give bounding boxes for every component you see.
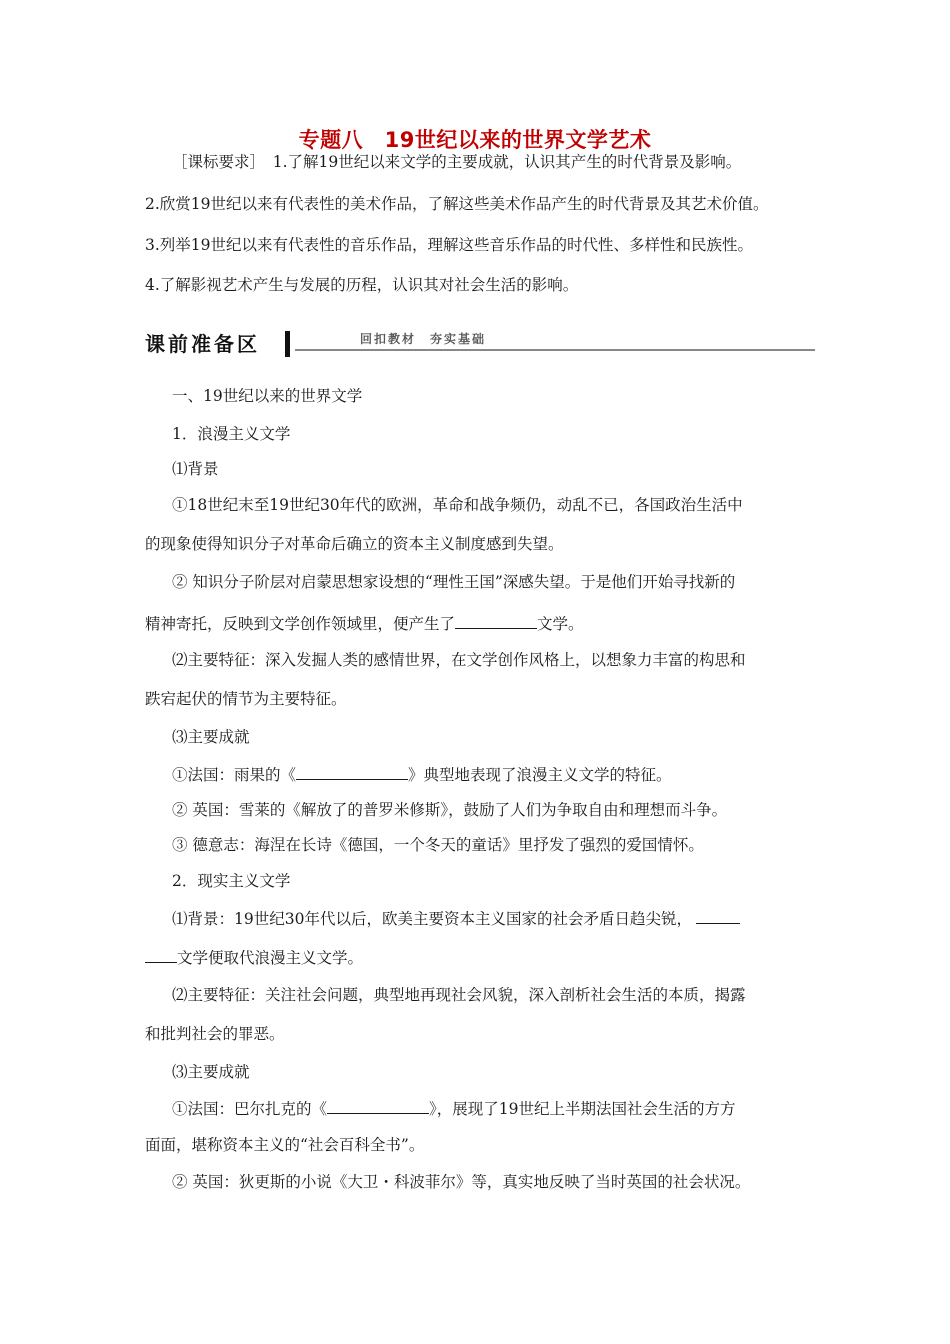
text-line-with-blank: [172, 1097, 736, 1119]
requirement-2: 2.欣赏19世纪以来有代表性的美术作品，了解这些美术作品产生的时代背景及其艺术价值。: [145, 195, 769, 213]
text-line: ①18世纪末至19世纪30年代的欧洲，革命和战争频仍，动乱不已，各国政治生活中: [172, 496, 743, 514]
fill-blank[interactable]: [145, 946, 177, 963]
requirement-1: ［课标要求］ 1.了解19世纪以来文学的主要成就，认识其产生的时代背景及影响。: [172, 153, 742, 171]
text-segment: ①法国：雨果的《: [172, 766, 297, 784]
text-segment: 》，展现了19世纪上半期法国社会生活的方方: [429, 1100, 736, 1118]
fill-blank[interactable]: [455, 612, 537, 629]
banner-bar: [285, 331, 290, 357]
text-line: 和批判社会的罪恶。: [145, 1025, 285, 1043]
text-line: 跌宕起伏的情节为主要特征。: [145, 690, 347, 708]
text-segment: ⑴背景：19世纪30年代以后，欧美主要资本主义国家的社会矛盾日趋尖锐，: [172, 910, 692, 928]
section-banner: [145, 331, 815, 357]
text-line: ③ 德意志：海涅在长诗《德国，一个冬天的童话》里抒发了强烈的爱国情怀。: [172, 836, 704, 854]
fill-blank[interactable]: [296, 763, 408, 780]
text-line: 面面，堪称资本主义的“社会百科全书”。: [145, 1136, 425, 1154]
text-line-with-blank: [172, 907, 740, 929]
item-achievements: ⑶主要成就: [172, 1063, 250, 1081]
text-segment: 文学便取代浪漫主义文学。: [177, 949, 364, 967]
banner-label: 课前准备区: [145, 332, 260, 356]
page-title: 专题八 19世纪以来的世界文学艺术: [298, 128, 652, 152]
text-line-with-blank: [172, 763, 672, 785]
subheading-romanticism: 1．浪漫主义文学: [172, 425, 291, 443]
subheading-realism: 2．现实主义文学: [172, 872, 291, 890]
text-segment: 精神寄托，反映到文学创作领域里，便产生了: [145, 615, 456, 633]
section-heading-literature: 一、19世纪以来的世界文学: [172, 387, 363, 405]
fill-blank[interactable]: [327, 1097, 429, 1114]
text-line: ⑵主要特征：关注社会问题，典型地再现社会风貌，深入剖析社会生活的本质，揭露: [172, 986, 746, 1004]
text-line-with-blank: [145, 612, 584, 634]
text-segment: ①法国：巴尔扎克的《: [172, 1100, 328, 1118]
banner-tag: 回扣教材 夯实基础: [360, 332, 487, 346]
item-achievements: ⑶主要成就: [172, 728, 250, 746]
text-segment: 》典型地表现了浪漫主义文学的特征。: [408, 766, 672, 784]
text-line: ⑵主要特征：深入发掘人类的感情世界，在文学创作风格上，以想象力丰富的构思和: [172, 651, 746, 669]
text-line: ② 知识分子阶层对启蒙思想家设想的“理性王国”深感失望。于是他们开始寻找新的: [172, 573, 736, 591]
requirement-4: 4.了解影视艺术产生与发展的历程，认识其对社会生活的影响。: [145, 276, 579, 294]
requirement-3: 3.列举19世纪以来有代表性的音乐作品，理解这些音乐作品的时代性、多样性和民族性。: [145, 236, 754, 254]
fill-blank[interactable]: [696, 907, 740, 924]
text-segment: 文学。: [537, 615, 584, 633]
text-line: 的现象使得知识分子对革命后确立的资本主义制度感到失望。: [145, 535, 564, 553]
text-line-with-blank: [145, 946, 363, 968]
banner-rule: [295, 349, 815, 351]
item-background: ⑴背景: [172, 460, 219, 478]
text-line: ② 英国：狄更斯的小说《大卫・科波菲尔》等，真实地反映了当时英国的社会状况。: [172, 1173, 751, 1191]
text-line: ② 英国：雪莱的《解放了的普罗米修斯》，鼓励了人们为争取自由和理想而斗争。: [172, 801, 728, 819]
